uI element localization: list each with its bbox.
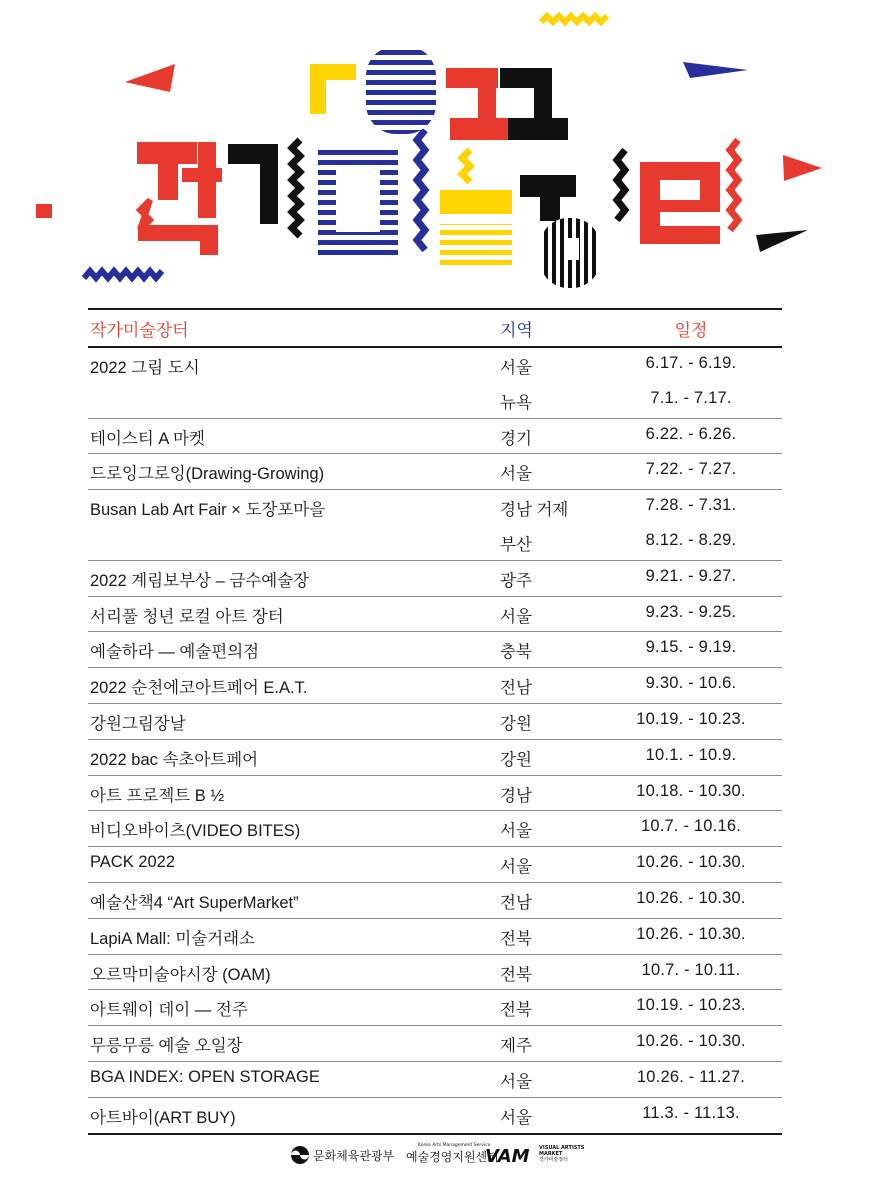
event-group bbox=[88, 955, 782, 991]
event-group bbox=[88, 561, 782, 597]
event-region: 뉴욕 bbox=[500, 393, 532, 412]
event-name: 비디오바이츠(VIDEO BITES) bbox=[90, 822, 301, 841]
table-row bbox=[88, 490, 782, 525]
title-banner bbox=[0, 0, 870, 300]
table-row bbox=[88, 740, 782, 775]
blue-zigzag-deco bbox=[84, 271, 162, 278]
event-name: 오르막미술야시장 (OAM) bbox=[90, 965, 271, 984]
event-name: 테이스티 A 마켓 bbox=[90, 429, 205, 448]
event-group bbox=[88, 919, 782, 955]
table-row bbox=[88, 561, 782, 596]
event-region: 전남 bbox=[500, 893, 532, 912]
event-group bbox=[88, 883, 782, 919]
event-date: 10.26. - 10.30. bbox=[636, 924, 746, 943]
table-header bbox=[88, 310, 782, 348]
table-row bbox=[88, 1026, 782, 1061]
event-name: 2022 그림 도시 bbox=[90, 359, 200, 377]
event-name: 2022 순천에코아트페어 E.A.T. bbox=[90, 679, 308, 698]
event-name: BGA INDEX: OPEN STORAGE bbox=[90, 1067, 320, 1086]
event-region: 경남 bbox=[500, 786, 532, 805]
event-group bbox=[88, 419, 782, 455]
event-date: 10.26. - 10.30. bbox=[636, 1032, 746, 1051]
red-triangle-deco bbox=[783, 155, 822, 181]
event-group bbox=[88, 454, 782, 490]
event-date: 10.1. - 10.9. bbox=[645, 745, 737, 764]
event-name bbox=[88, 525, 500, 531]
table-row bbox=[88, 597, 782, 632]
table-row bbox=[88, 348, 782, 383]
vam-line2: MARKET bbox=[539, 1151, 563, 1157]
event-date: 7.1. - 7.17. bbox=[650, 388, 732, 407]
event-group bbox=[88, 1098, 782, 1133]
event-group bbox=[88, 1062, 782, 1098]
event-region: 강원 bbox=[500, 750, 532, 769]
event-region: 서울 bbox=[500, 607, 532, 626]
event-date: 6.22. - 6.26. bbox=[645, 424, 737, 443]
table-row bbox=[88, 668, 782, 703]
event-table bbox=[88, 308, 782, 1135]
event-group bbox=[88, 990, 782, 1026]
event-date: 10.18. - 10.30. bbox=[636, 781, 746, 800]
table-row bbox=[88, 632, 782, 667]
event-date: 10.26. - 10.30. bbox=[636, 888, 746, 907]
event-date: 7.22. - 7.27. bbox=[645, 460, 737, 479]
event-group bbox=[88, 776, 782, 812]
event-region: 서울 bbox=[500, 465, 532, 484]
table-row bbox=[88, 990, 782, 1025]
event-region: 경남 거제 bbox=[500, 501, 569, 520]
event-name: 2022 bac 속초아트페어 bbox=[90, 750, 259, 769]
header-name: 작가미술장터 bbox=[90, 320, 189, 340]
event-group bbox=[88, 348, 782, 419]
event-name: LapiA Mall: 미술거래소 bbox=[90, 929, 255, 948]
event-date: 9.21. - 9.27. bbox=[645, 566, 737, 585]
event-name: 아트웨이 데이 — 전주 bbox=[90, 1001, 248, 1020]
event-name: 서리풀 청년 로컬 아트 장터 bbox=[90, 607, 284, 626]
event-date: 10.26. - 10.30. bbox=[636, 853, 746, 872]
event-region: 광주 bbox=[500, 571, 532, 590]
event-date: 10.7. - 10.11. bbox=[641, 960, 741, 979]
kams-tagline: Korea Arts Management Service bbox=[418, 1143, 491, 1148]
header-region: 지역 bbox=[500, 320, 533, 340]
event-region: 서울 bbox=[500, 359, 532, 377]
event-group bbox=[88, 847, 782, 883]
event-name: 강원그림장날 bbox=[90, 714, 186, 733]
event-region: 강원 bbox=[500, 714, 532, 733]
footer-logos bbox=[0, 1130, 870, 1180]
vam-mark: VAM bbox=[485, 1146, 530, 1167]
table-row bbox=[88, 704, 782, 739]
black-triangle-deco bbox=[756, 230, 808, 252]
event-group bbox=[88, 740, 782, 776]
event-region: 충북 bbox=[500, 643, 532, 662]
table-row bbox=[88, 919, 782, 954]
event-region: 부산 bbox=[500, 535, 532, 554]
red-triangle-deco bbox=[125, 64, 175, 92]
header-date: 일정 bbox=[674, 320, 708, 340]
vam-line3: 작가미술장터 bbox=[539, 1157, 568, 1163]
table-row bbox=[88, 847, 782, 882]
event-date: 9.23. - 9.25. bbox=[645, 602, 737, 621]
vam-line1: VISUAL ARTISTS bbox=[539, 1145, 585, 1151]
event-name: 2022 계림보부상 – 금수예술장 bbox=[90, 571, 310, 590]
event-group bbox=[88, 668, 782, 704]
event-region: 서울 bbox=[500, 1108, 532, 1127]
event-group bbox=[88, 1026, 782, 1062]
yellow-zigzag-deco bbox=[541, 16, 607, 22]
event-group bbox=[88, 704, 782, 740]
event-date: 7.28. - 7.31. bbox=[645, 496, 737, 515]
table-row bbox=[88, 525, 782, 560]
table-row bbox=[88, 776, 782, 811]
event-name: 예술산책4 “Art SuperMarket” bbox=[90, 893, 299, 912]
table-row bbox=[88, 811, 782, 846]
table-row bbox=[88, 454, 782, 489]
event-date: 10.7. - 10.16. bbox=[640, 817, 742, 836]
event-region: 서울 bbox=[500, 1072, 532, 1091]
table-row bbox=[88, 955, 782, 990]
event-date: 11.3. - 11.13. bbox=[642, 1103, 740, 1122]
event-group bbox=[88, 811, 782, 847]
event-region: 전북 bbox=[500, 1001, 532, 1020]
table-row bbox=[88, 383, 782, 418]
mcst-logo bbox=[291, 1146, 395, 1164]
event-date: 10.19. - 10.23. bbox=[636, 709, 746, 728]
event-name: Busan Lab Art Fair × 도장포마을 bbox=[90, 501, 326, 520]
event-region: 전북 bbox=[500, 929, 532, 948]
event-date: 9.15. - 9.19. bbox=[645, 638, 737, 657]
blue-triangle-deco bbox=[683, 62, 748, 78]
event-name bbox=[88, 383, 500, 389]
event-name: 아트바이(ART BUY) bbox=[90, 1108, 236, 1127]
event-name: 아트 프로젝트 B ½ bbox=[90, 786, 225, 805]
table-row bbox=[88, 419, 782, 454]
event-date: 10.26. - 11.27. bbox=[636, 1067, 746, 1086]
mcst-name: 문화체육관광부 bbox=[313, 1149, 395, 1163]
table-row bbox=[88, 1062, 782, 1097]
event-region: 제주 bbox=[500, 1037, 532, 1056]
event-date: 6.17. - 6.19. bbox=[645, 354, 737, 372]
event-group bbox=[88, 597, 782, 633]
event-name: 무릉무릉 예술 오일장 bbox=[90, 1037, 243, 1056]
event-name: PACK 2022 bbox=[90, 853, 175, 872]
event-region: 전북 bbox=[500, 965, 532, 984]
event-group bbox=[88, 490, 782, 561]
event-region: 경기 bbox=[500, 429, 532, 448]
red-square-deco bbox=[36, 204, 52, 218]
event-date: 9.30. - 10.6. bbox=[645, 674, 737, 693]
table-body bbox=[88, 348, 782, 1133]
table-row bbox=[88, 1098, 782, 1133]
event-region: 서울 bbox=[500, 858, 532, 877]
vam-logo bbox=[485, 1145, 585, 1167]
event-name: 드로잉그로잉(Drawing-Growing) bbox=[90, 465, 325, 484]
event-name: 예술하라 — 예술편의점 bbox=[90, 643, 260, 662]
event-date: 8.12. - 8.29. bbox=[645, 530, 737, 549]
kams-name: 예술경영지원센터 bbox=[406, 1150, 499, 1164]
event-region: 서울 bbox=[500, 822, 532, 841]
event-region: 전남 bbox=[500, 679, 532, 698]
event-group bbox=[88, 632, 782, 668]
event-date: 10.19. - 10.23. bbox=[636, 996, 746, 1015]
table-row bbox=[88, 883, 782, 918]
